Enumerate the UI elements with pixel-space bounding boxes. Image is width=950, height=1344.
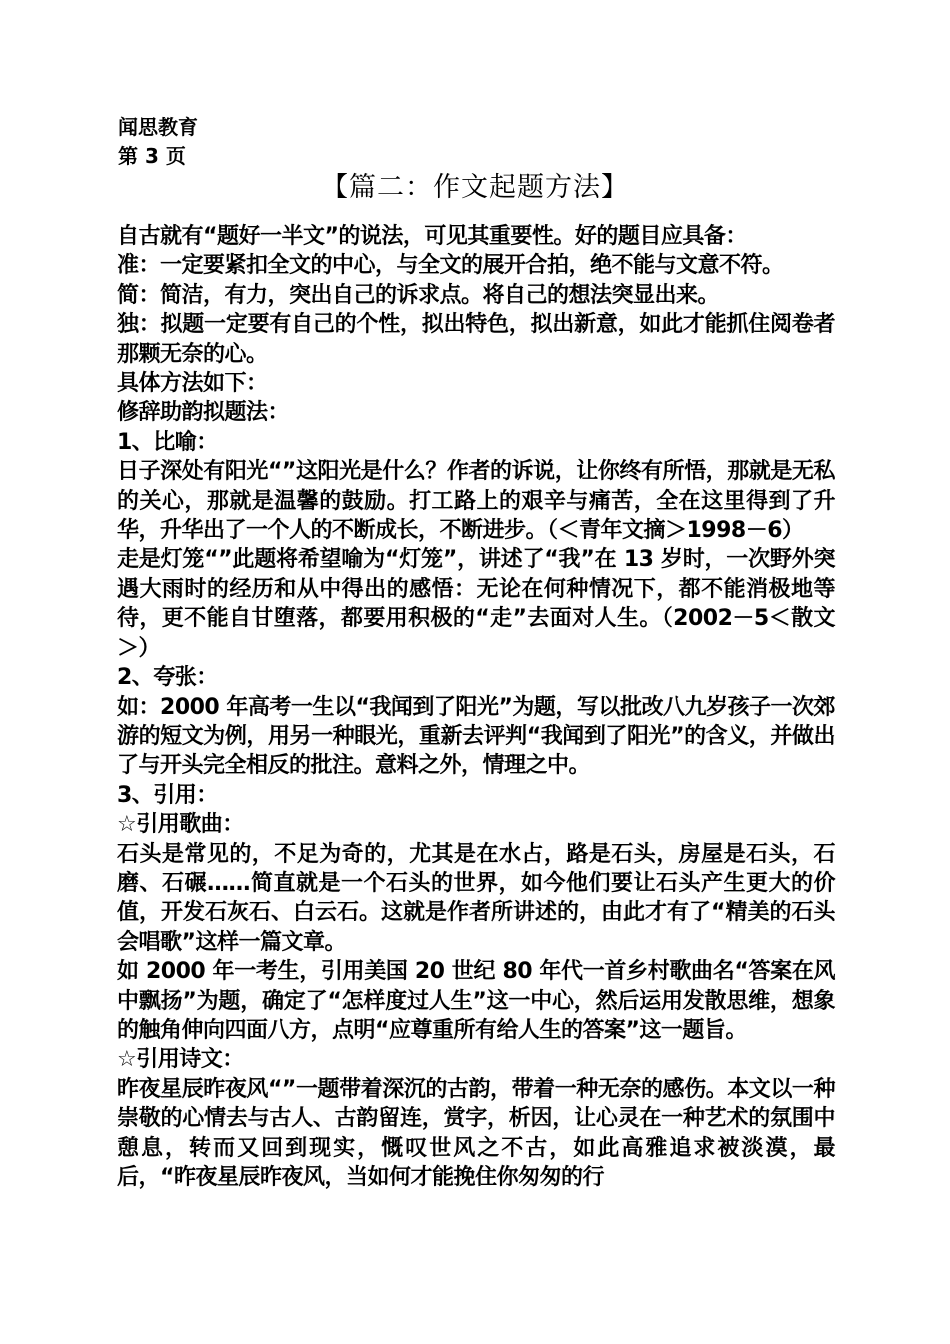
- paragraph: 走是灯笼“”此题将希望喻为“灯笼”，讲述了“我”在 13 岁时，一次野外突遇大雨时的经历和从中得出的感悟：无论在何种情况下，都不能消极地等待，更不能自甘堕落，都要用积极的“走”去面对人生。（2002－5＜散文＞）: [117, 547, 835, 661]
- paragraph: 昨夜星辰昨夜风“”一题带着深沉的古韵，带着一种无奈的感伤。本文以一种崇敬的心情去与古人、古韵留连，赏字，析因，让心灵在一种艺术的氛围中憩息，转而又回到现实，慨叹世风之不古，如此高雅追求被淡漠，最后，“昨夜星辰昨夜风，当如何才能挽住你匆匆的行: [117, 1076, 835, 1190]
- document-title: 【篇二：作文起题方法】: [321, 172, 629, 203]
- paragraph: 修辞助韵拟题法：: [117, 400, 290, 426]
- paragraph: 如 2000 年一考生，引用美国 20 世纪 80 年代一首乡村歌曲名“答案在风中飘扬”为题，确定了“怎样度过人生”这一中心，然后运用发散思维，想象的触角伸向四面八方，点明“应尊重所有给人生的答案”这一题旨。: [117, 959, 835, 1043]
- paragraph: 3、引用：: [117, 782, 218, 808]
- paragraph: 具体方法如下：: [117, 371, 268, 397]
- paragraph: 2、夸张：: [117, 665, 218, 691]
- page-number: 第 3 页: [118, 144, 186, 168]
- paragraph: 简：简洁，有力，突出自己的诉求点。将自己的想法突显出来。: [117, 282, 720, 308]
- org-name: 闻思教育: [118, 115, 198, 139]
- paragraph: ☆引用诗文：: [117, 1047, 244, 1073]
- paragraph: 独：拟题一定要有自己的个性，拟出特色，拟出新意，如此才能抓住阅卷者那颗无奈的心。: [117, 312, 835, 367]
- document-body: [117, 222, 835, 1192]
- paragraph: 如：2000 年高考一生以“我闻到了阳光”为题，写以批改八九岁孩子一次郊游的短文为例，用另一种眼光，重新去评判“我闻到了阳光”的含义，并做出了与开头完全相反的批注。意料之外，情理之中。: [117, 694, 835, 779]
- page-header: [118, 113, 198, 171]
- paragraph: 日子深处有阳光“”这阳光是什么？作者的诉说，让你终有所悟，那就是无私的关心，那就是温馨的鼓励。打工路上的艰辛与痛苦，全在这里得到了升华，升华出了一个人的不断成长，不断进步。（＜青年文摘＞1998－6）: [117, 459, 835, 544]
- paragraph: ☆引用歌曲：: [117, 812, 244, 838]
- paragraph: 准：一定要紧扣全文的中心，与全文的展开合拍，绝不能与文意不符。: [117, 253, 784, 279]
- paragraph: 1、比喻：: [117, 429, 218, 455]
- paragraph: 自古就有“题好一半文”的说法，可见其重要性。好的题目应具备：: [117, 224, 747, 249]
- paragraph: 石头是常见的，不足为奇的，尤其是在水占，路是石头，房屋是石头，石磨、石碾……简直就是一个石头的世界，如今他们要让石头产生更大的价值，开发石灰石、白云石。这就是作者所讲述的，由此才有了“精美的石头会唱歌”这样一篇文章。: [117, 841, 835, 955]
